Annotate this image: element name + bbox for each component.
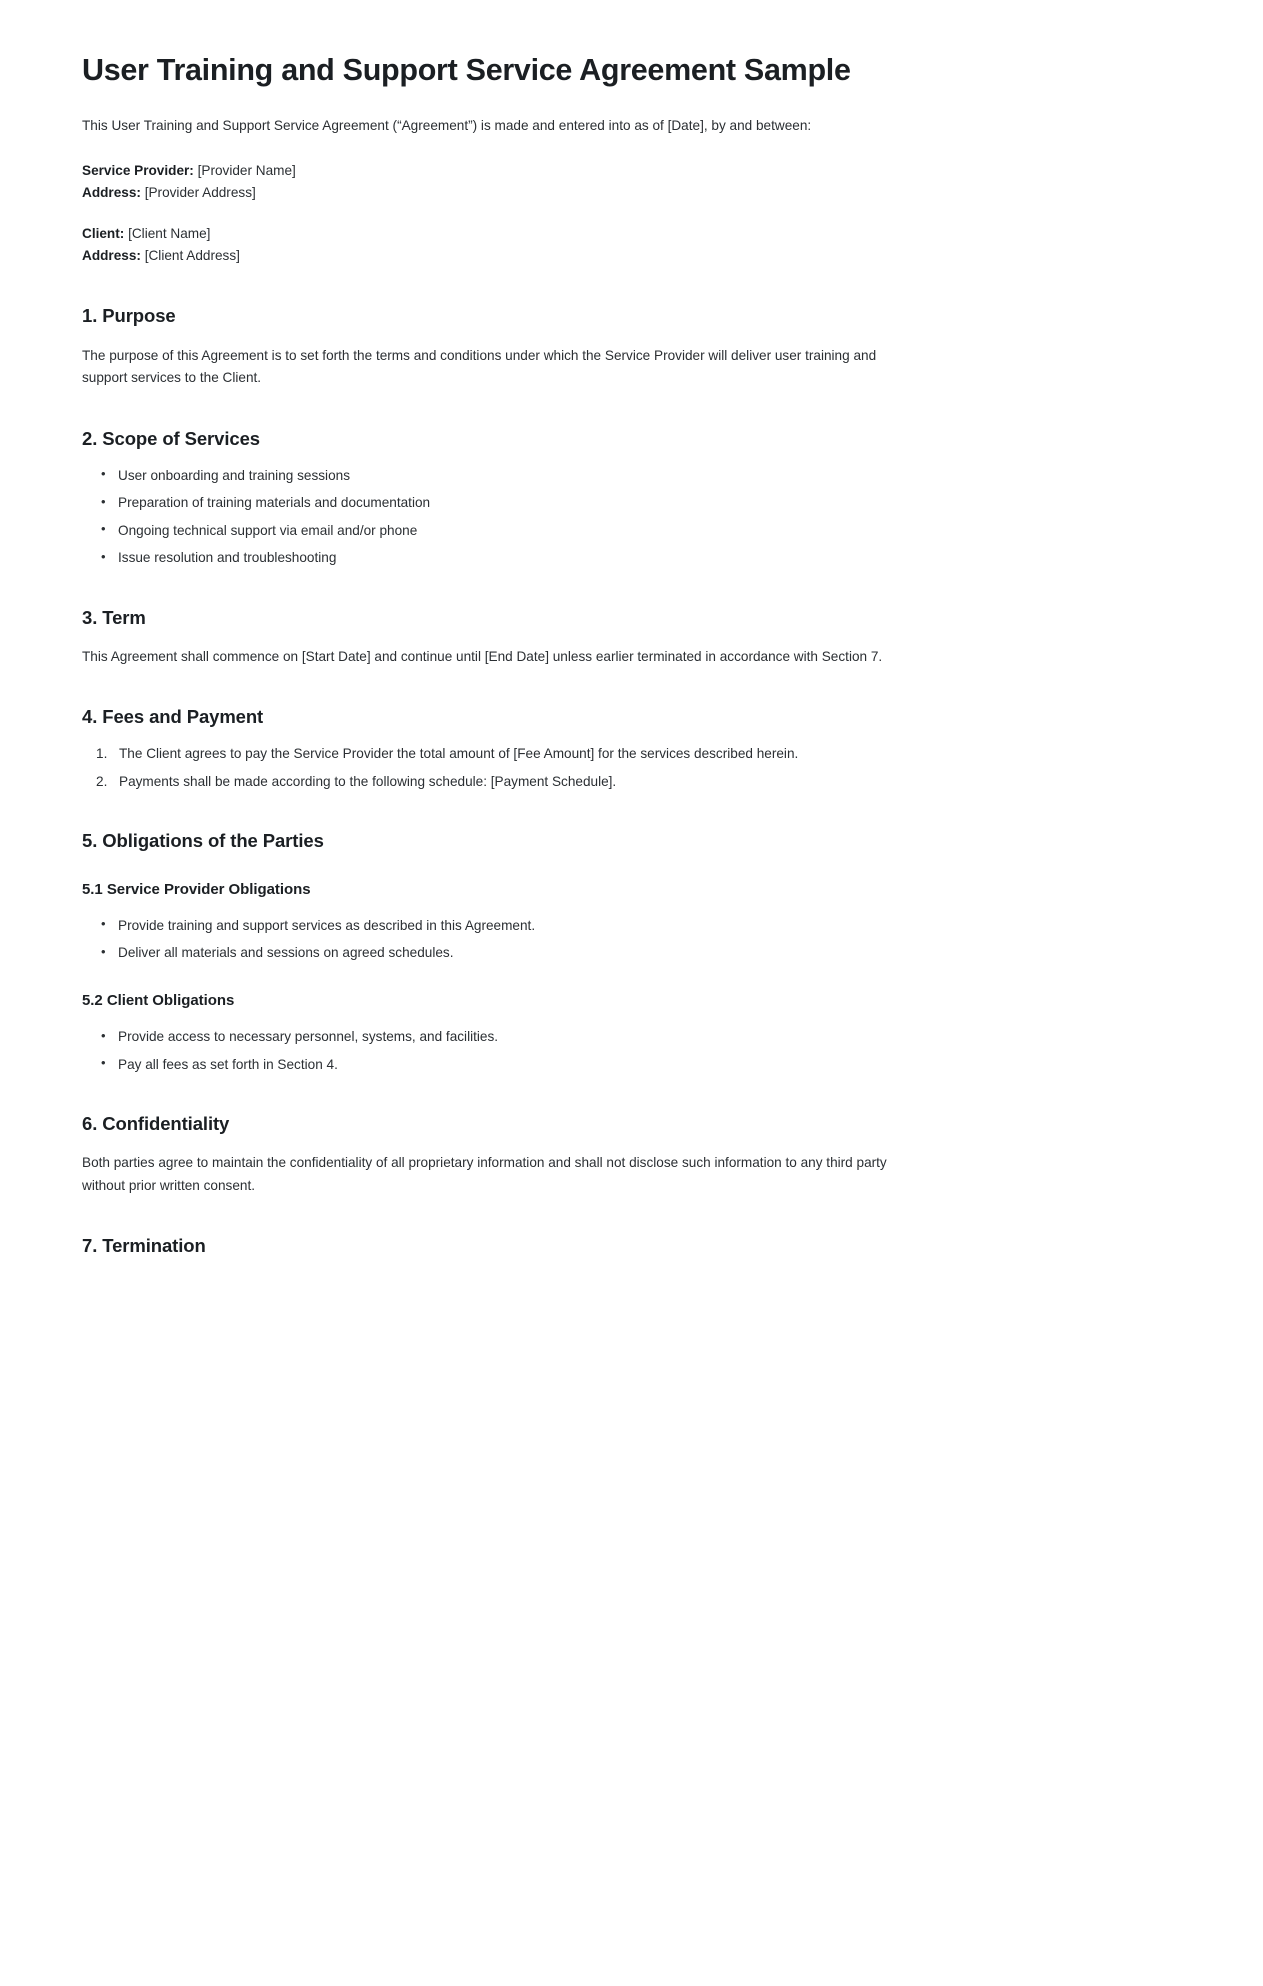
service-provider-block (82, 160, 892, 204)
list-item: • Preparation of training materials and documentation (118, 492, 892, 513)
section-heading-purpose: 1. Purpose (82, 305, 176, 327)
section-heading-termination: 7. Termination (82, 1235, 206, 1257)
section-heading-fees: 4. Fees and Payment (82, 706, 264, 728)
list-item: The Client agrees to pay the Service Provider the total amount of [Fee Amount] for the services described herein. (119, 746, 799, 762)
list-item: • Deliver all materials and sessions on agreed schedules. (118, 942, 892, 963)
client-name-line (82, 223, 892, 245)
client-address-value: [Client Address] (144, 248, 240, 264)
intro-paragraph: This User Training and Support Service Agreement (“Agreement”) is made and entered into as of [Date], by and between: (82, 118, 812, 134)
provider-obligations-list (82, 915, 892, 964)
client-obligations-list (82, 1026, 892, 1075)
list-item: • Provide training and support services as described in this Agreement. (118, 915, 892, 936)
list-item: • Issue resolution and troubleshooting (118, 547, 892, 568)
service-provider-name-line (82, 160, 892, 182)
list-item: • Pay all fees as set forth in Section 4. (118, 1054, 892, 1075)
section-heading-term: 3. Term (82, 606, 146, 628)
service-provider-address-label: Address: (82, 184, 141, 200)
client-address-label: Address: (82, 248, 141, 264)
service-provider-value: [Provider Name] (197, 162, 296, 178)
service-provider-label: Service Provider: (82, 162, 194, 178)
subsection-heading-provider-obligations: 5.1 Service Provider Obligations (82, 881, 311, 899)
purpose-paragraph: The purpose of this Agreement is to set forth the terms and conditions under which the Service Provider will deliver user training and support services to the Client. (82, 347, 877, 386)
client-label: Client: (82, 226, 125, 242)
page-title: User Training and Support Service Agreement Sample (82, 53, 851, 87)
service-provider-address-value: [Provider Address] (144, 184, 256, 200)
document-body (82, 52, 892, 1377)
section-heading-obligations: 5. Obligations of the Parties (82, 829, 324, 851)
fees-list (82, 743, 892, 792)
list-item: • Ongoing technical support via email and/or phone (118, 520, 892, 541)
service-provider-address-line (82, 182, 892, 204)
scope-list (82, 465, 892, 569)
client-address-line (82, 245, 892, 267)
section-heading-confidentiality: 6. Confidentiality (82, 1112, 230, 1134)
list-item: • User onboarding and training sessions (118, 465, 892, 486)
document-end-spacer (82, 1257, 892, 1377)
term-paragraph: This Agreement shall commence on [Start Date] and continue until [End Date] unless earlier terminated in accordance with Section 7. (82, 648, 883, 664)
subsection-heading-client-obligations: 5.2 Client Obligations (82, 992, 235, 1010)
confidentiality-paragraph: Both parties agree to maintain the confidentiality of all proprietary information and shall not disclose such information to any third party without prior written consent. (82, 1154, 887, 1193)
list-item: • Provide access to necessary personnel, systems, and facilities. (118, 1026, 892, 1047)
client-block (82, 223, 892, 267)
list-item: Payments shall be made according to the following schedule: [Payment Schedule]. (119, 773, 617, 789)
section-heading-scope: 2. Scope of Services (82, 427, 260, 449)
client-value: [Client Name] (128, 226, 211, 242)
